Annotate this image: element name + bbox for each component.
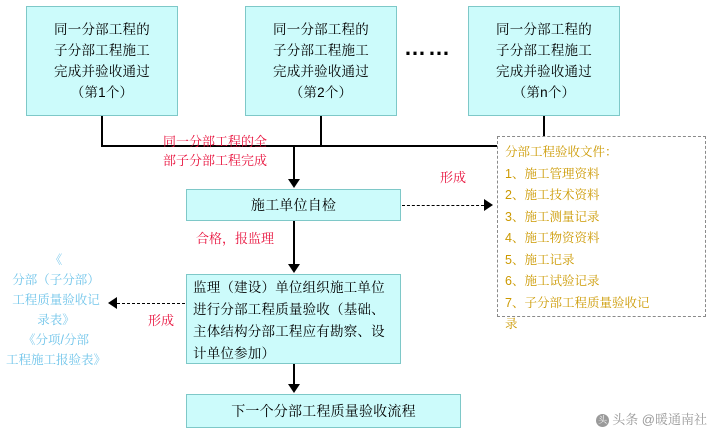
label-line: 部子分部工程完成 — [163, 153, 268, 168]
arrowhead-to-next — [288, 384, 300, 393]
node-line: 同一分部工程的 — [54, 22, 150, 37]
documents-heading: 分部工程验收文件： — [505, 145, 618, 159]
watermark-text: 头条 @暖通南社 — [612, 412, 707, 427]
ellipsis-label: …… — [404, 35, 452, 60]
documents-item: 6、施工试验记录 — [505, 274, 600, 288]
label-line: 同一分部工程的全 — [163, 134, 268, 149]
forms-list — [4, 250, 108, 370]
node-supervision-acceptance — [186, 274, 401, 364]
node-self-check — [186, 189, 401, 221]
connector-supervision-to-next — [293, 364, 295, 385]
node-line: 监理（建设）单位组织施工单位 — [193, 279, 385, 295]
node-line: 下一个分部工程质量验收流程 — [231, 402, 416, 419]
node-line: 同一分部工程的 — [496, 22, 592, 37]
node-line: 完成并验收通过 — [273, 64, 369, 79]
documents-item: 5、施工记录 — [505, 252, 575, 267]
watermark-badge-icon: 头 — [598, 415, 608, 425]
documents-item: 3、施工测量记录 — [505, 209, 600, 224]
connector-supervision-to-forms — [117, 303, 185, 304]
watermark — [596, 409, 707, 428]
label-form-right: 形成 — [440, 170, 467, 185]
connector-bus-to-selfcheck — [293, 145, 295, 180]
node-line: （第2个） — [289, 85, 353, 100]
node-line: 进行分部工程质量验收（基础、 — [193, 301, 385, 317]
node-line: （第1个） — [70, 85, 134, 100]
node-subpart-2 — [245, 6, 397, 116]
node-line: （第n个） — [512, 85, 576, 100]
node-subpart-n — [468, 6, 620, 116]
connector-drop-1 — [101, 116, 103, 146]
documents-item: 1、施工管理资料 — [505, 166, 600, 181]
label-qualified-report: 合格，报监理 — [196, 231, 275, 246]
forms-line: 《 — [49, 253, 63, 267]
connector-selfcheck-to-documents — [402, 205, 484, 206]
node-line: 施工单位自检 — [250, 196, 337, 213]
documents-list — [497, 136, 706, 331]
node-next-flow — [186, 394, 461, 428]
node-line: 主体结构分部工程应有勘察、设 — [193, 323, 385, 339]
node-line: 子分部工程施工 — [54, 43, 150, 58]
arrowhead-to-selfcheck — [288, 179, 300, 188]
documents-item: 2、施工技术资料 — [505, 188, 600, 202]
arrowhead-to-supervision — [288, 264, 300, 273]
connector-selfcheck-to-supervision — [293, 221, 295, 264]
node-line: 完成并验收通过 — [54, 64, 150, 79]
forms-line: 《分项/分部 — [23, 333, 89, 347]
forms-line: 录表》 — [37, 313, 75, 327]
forms-line: 工程施工报验表》 — [5, 353, 106, 367]
documents-item: 4、施工物资资料 — [505, 231, 600, 245]
documents-item: 录 — [505, 317, 518, 331]
node-line: 计单位参加） — [193, 345, 276, 361]
node-line: 子分部工程施工 — [273, 43, 369, 58]
label-all-subparts-done — [163, 132, 267, 170]
arrowhead-to-documents — [484, 199, 493, 211]
node-subpart-1 — [26, 6, 178, 116]
arrowhead-to-forms — [108, 297, 117, 309]
node-line: 子分部工程施工 — [496, 43, 592, 58]
documents-item: 7、子分部工程质量验收记 — [505, 295, 650, 310]
forms-line: 分部（子分部） — [12, 273, 100, 287]
label-form-left: 形成 — [148, 313, 175, 328]
node-line: 同一分部工程的 — [273, 22, 369, 37]
node-line: 完成并验收通过 — [496, 64, 592, 79]
connector-drop-2 — [320, 116, 322, 146]
forms-line: 工程质量验收记 — [12, 293, 100, 307]
